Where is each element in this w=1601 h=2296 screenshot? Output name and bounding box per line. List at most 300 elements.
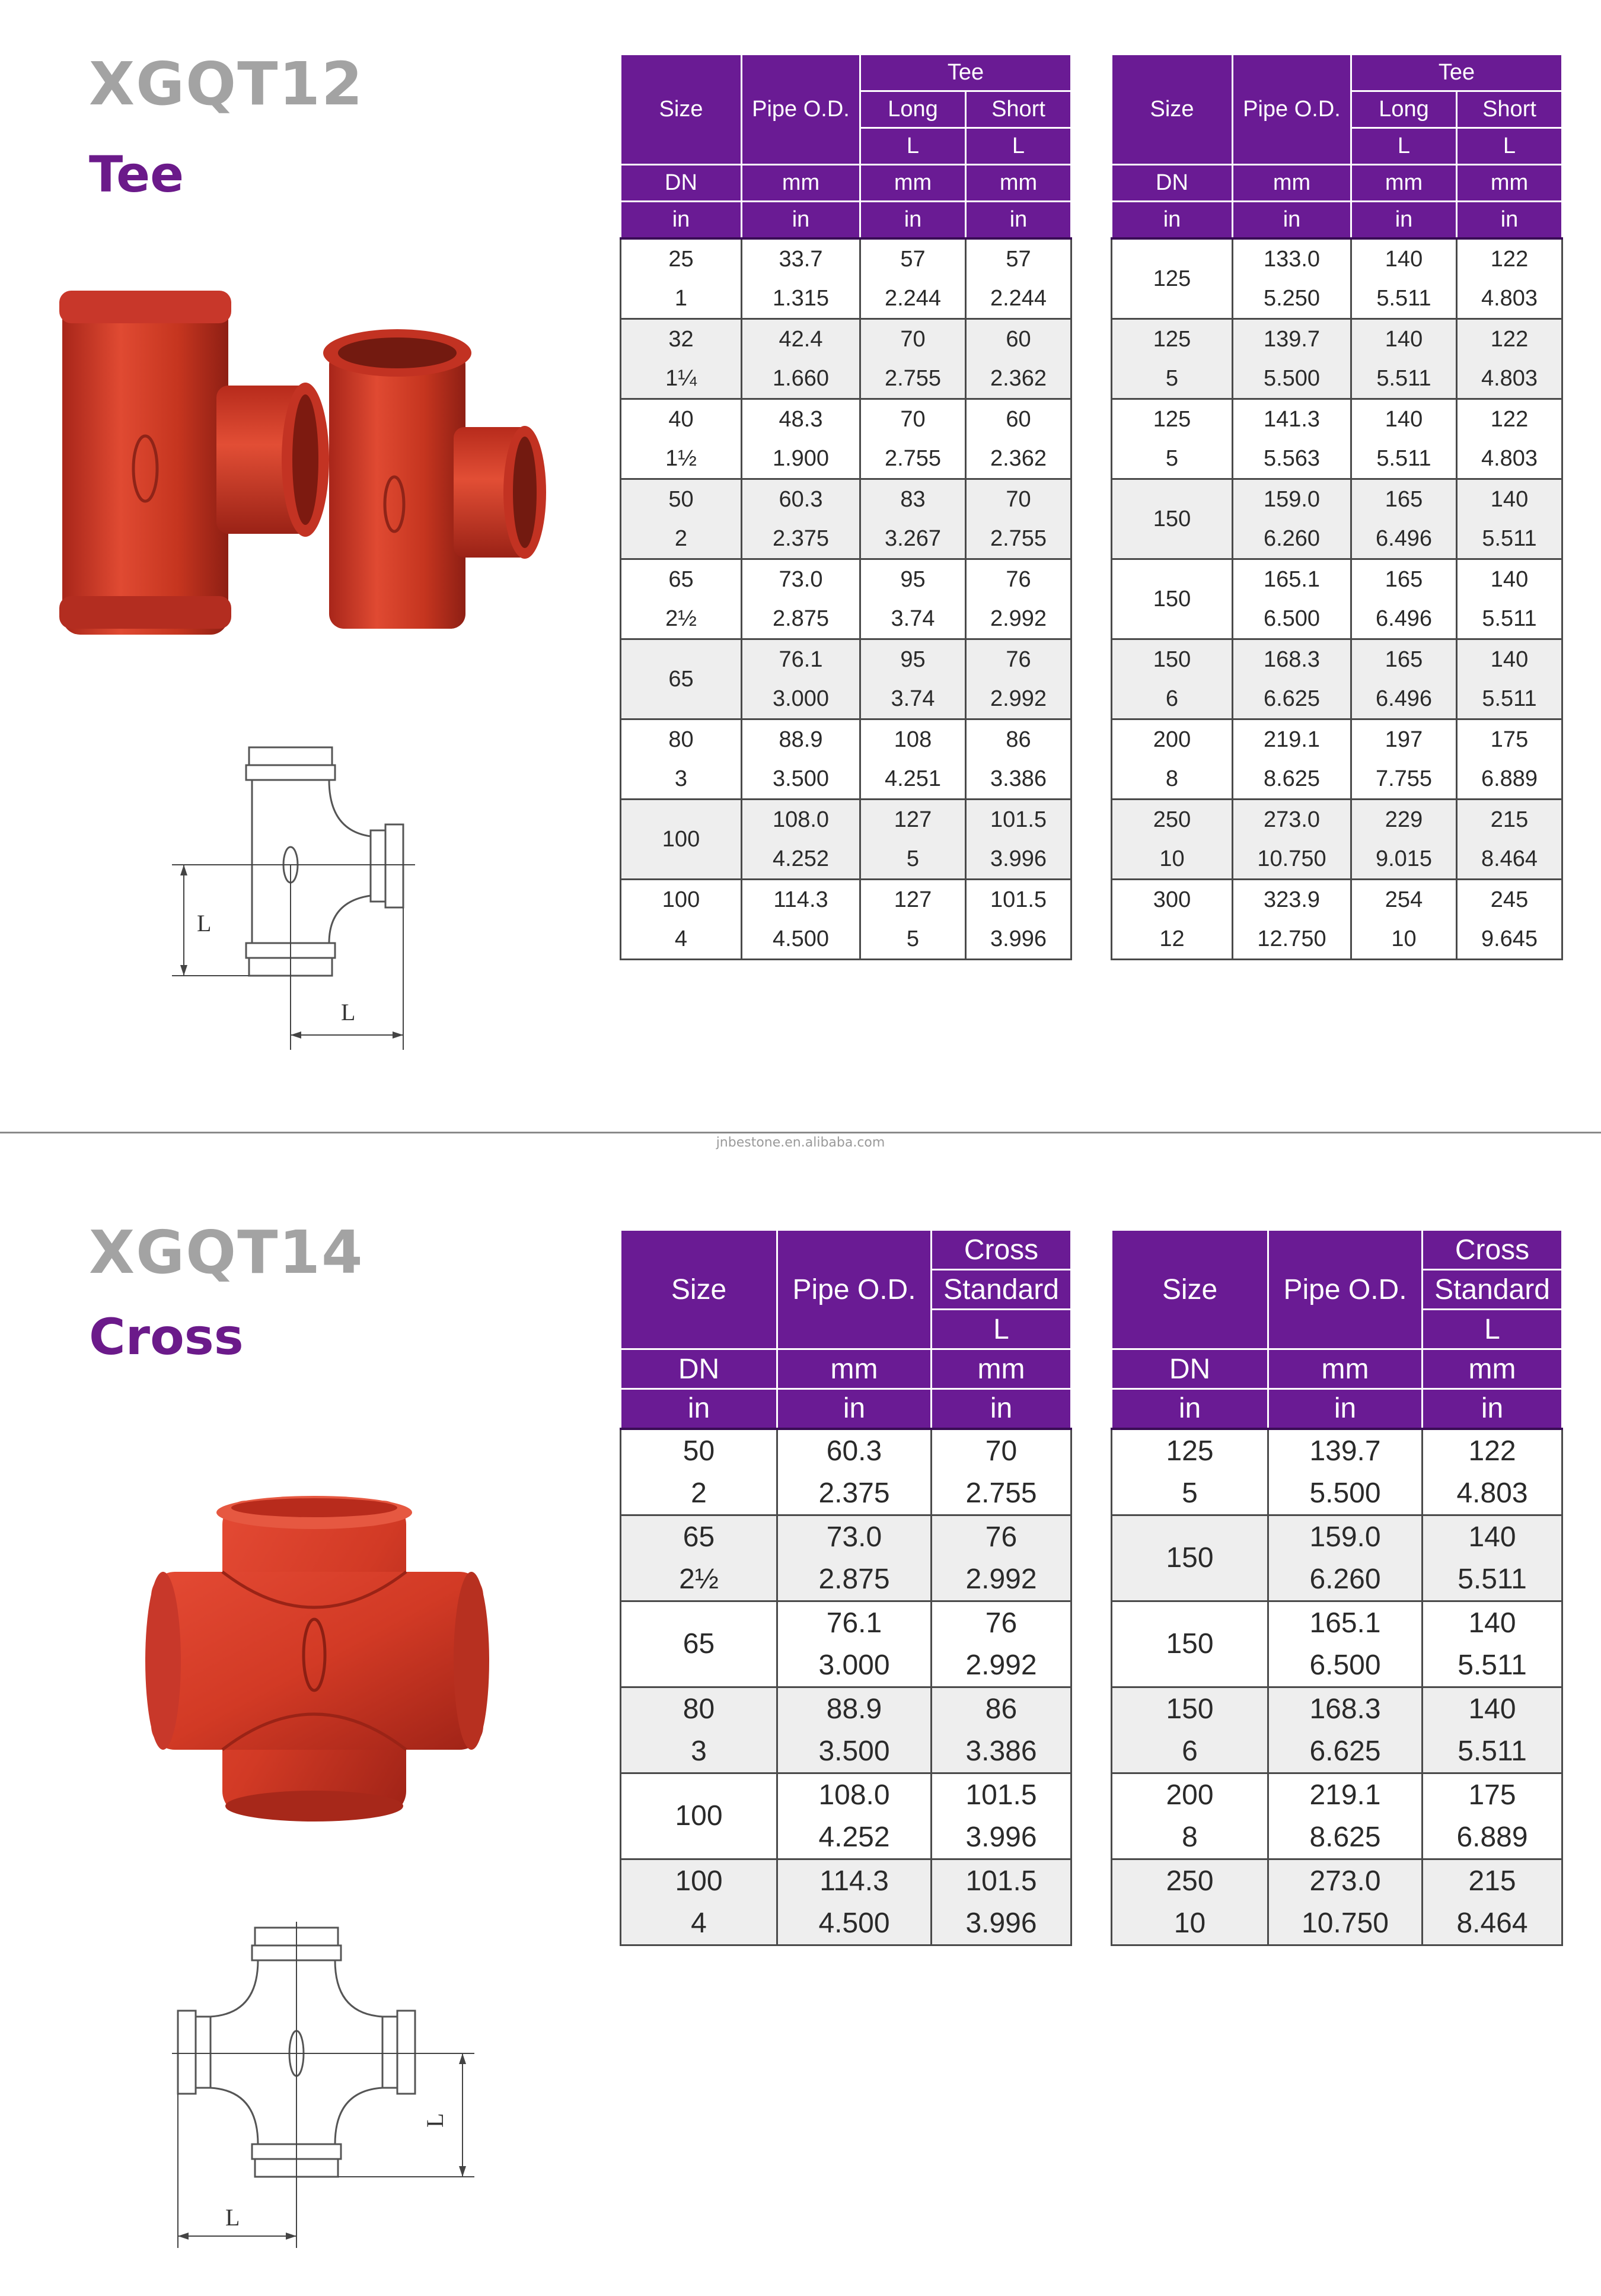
product-name-tee: Tee [89,145,184,203]
table-row [621,879,1071,959]
cell-od [1268,1515,1423,1601]
cell-short [966,799,1071,879]
cell-std [932,1859,1071,1945]
cell-value: 3.74 [891,686,935,711]
col-header-standard: Standard [932,1270,1071,1310]
cell-value: 2.755 [990,526,1047,551]
cell-short [1457,639,1562,719]
cell-od [777,1515,932,1601]
cell-short [966,639,1071,719]
cell-value: 3.996 [965,1821,1037,1853]
cell-value: 2½ [665,606,697,631]
cell-value: 5.511 [1482,526,1537,551]
cell-long [1351,559,1457,639]
cell-value: 250 [1166,1865,1214,1897]
cell-value: 10 [1173,1907,1206,1939]
col-header-long: Long [1351,91,1457,128]
cell-value: 40 [668,406,694,432]
cell-od [1268,1773,1423,1859]
cell-value: 168.3 [1309,1693,1381,1725]
tee-spec-table-left [620,53,1072,960]
cell-value: 3.386 [965,1735,1037,1767]
cell-value: 323.9 [1263,887,1321,912]
table-row [621,399,1071,479]
col-header-l: L [932,1310,1071,1349]
cell-short [1457,559,1562,639]
cell-size [621,238,742,319]
cell-value: 108 [894,727,932,752]
col-header-pipe-od: Pipe O.D. [777,1230,932,1349]
cell-long [1351,639,1457,719]
unit-mm: mm [1351,165,1457,202]
cell-value: 197 [1385,727,1423,752]
cell-value: 140 [1385,406,1423,432]
cell-value: 2.992 [990,686,1047,711]
cell-value: 2.875 [818,1563,890,1595]
table-row [1112,479,1562,559]
cell-value: 219.1 [1309,1779,1381,1811]
cell-value: 122 [1490,326,1529,352]
cell-value: 6.889 [1481,766,1538,791]
unit-in: in [621,1389,777,1429]
unit-mm: mm [966,165,1071,202]
cell-od [742,479,860,559]
cell-value: 140 [1490,486,1529,512]
cell-value: 101.5 [965,1779,1037,1811]
table-row [1112,1687,1562,1773]
cell-value: 60.3 [779,486,823,512]
cell-od [1268,1687,1423,1773]
table-row [621,559,1071,639]
cell-value: 57 [1006,246,1031,272]
cell-value: 5.511 [1458,1649,1527,1681]
cell-size [621,879,742,959]
cell-long [860,719,966,799]
cell-value: 100 [675,1800,723,1832]
cell-value: 9.645 [1481,926,1538,951]
table-row [621,1515,1071,1601]
cell-value: 3.386 [990,766,1047,791]
cell-std [1423,1859,1562,1945]
cell-value: 165 [1385,566,1423,592]
cell-value: 165 [1385,486,1423,512]
unit-in: in [777,1389,932,1429]
cell-size [1112,1687,1268,1773]
cell-size [621,399,742,479]
cell-value: 50 [683,1435,715,1467]
cell-value: 215 [1490,807,1529,832]
cell-value: 5.500 [1263,365,1321,391]
cell-value: 139.7 [1309,1435,1381,1467]
cell-value: 3.267 [884,526,942,551]
cell-short [966,479,1071,559]
cell-value: 141.3 [1263,406,1321,432]
cell-value: 5 [1165,445,1179,471]
cell-od [1233,559,1351,639]
cell-size [1112,719,1233,799]
cell-size [1112,639,1233,719]
col-header-size: Size [1112,1230,1268,1349]
cell-value: 70 [900,326,926,352]
unit-mm: mm [1457,165,1562,202]
cell-value: 3 [674,766,688,791]
cell-value: 140 [1490,647,1529,672]
cell-value: 2.362 [990,365,1047,391]
cell-std [932,1429,1071,1515]
table-row [1112,719,1562,799]
cell-value: 2.875 [772,606,830,631]
cell-value: 5.511 [1376,445,1431,471]
cell-value: 3.74 [891,606,935,631]
cell-od [742,238,860,319]
cell-value: 95 [900,647,926,672]
cell-short [966,559,1071,639]
cell-od [1233,479,1351,559]
cell-value: 8.625 [1309,1821,1381,1853]
cell-value: 6.496 [1375,526,1433,551]
cell-long [1351,479,1457,559]
unit-mm: mm [1233,165,1351,202]
cell-value: 6.260 [1309,1563,1381,1595]
table-row [1112,559,1562,639]
cell-od [777,1429,932,1515]
cell-value: 76 [985,1607,1018,1639]
cell-value: 70 [985,1435,1018,1467]
cell-od [1233,319,1351,399]
cell-long [1351,719,1457,799]
cell-value: 8 [1165,766,1179,791]
cell-value: 6 [1165,686,1179,711]
tee-product-photo [56,279,560,647]
cell-value: 76 [1006,647,1031,672]
col-header-pipe-od: Pipe O.D. [742,55,860,165]
cell-value: 6.500 [1309,1649,1381,1681]
unit-in: in [1351,202,1457,238]
unit-dn: DN [1112,165,1233,202]
cross-dim-label-horizontal: L [225,2204,240,2231]
cell-value: 122 [1468,1435,1516,1467]
cell-value: 83 [900,486,926,512]
cell-size [621,639,742,719]
cell-od [742,799,860,879]
cell-value: 127 [894,807,932,832]
cell-od [777,1601,932,1687]
cell-value: 6.260 [1263,526,1321,551]
cell-value: 4.500 [818,1907,890,1939]
cell-long [1351,799,1457,879]
unit-in: in [742,202,860,238]
cell-size [621,479,742,559]
cell-value: 6.496 [1375,686,1433,711]
cell-value: 2.375 [818,1477,890,1509]
table-row [1112,1429,1562,1515]
cell-std [1423,1515,1562,1601]
cell-value: 140 [1385,246,1423,272]
cell-size [621,559,742,639]
cell-od [1233,719,1351,799]
cell-value: 70 [1006,486,1031,512]
cell-short [1457,479,1562,559]
cell-value: 125 [1153,406,1191,432]
cell-size [1112,799,1233,879]
cell-size [621,1515,777,1601]
cell-value: 300 [1153,887,1191,912]
cell-value: 219.1 [1263,727,1321,752]
cell-value: 139.7 [1263,326,1321,352]
cell-value: 5 [906,926,920,951]
cell-value: 273.0 [1263,807,1321,832]
cell-size [1112,319,1233,399]
cell-value: 2.755 [965,1477,1037,1509]
col-header-l: L [1423,1310,1562,1349]
cell-value: 127 [894,887,932,912]
cell-value: 100 [662,826,700,852]
tee-dim-label-vertical: L [197,910,212,937]
unit-in: in [1268,1389,1423,1429]
cell-value: 5.511 [1376,285,1431,311]
unit-mm: mm [860,165,966,202]
cell-std [932,1601,1071,1687]
cell-value: 150 [1166,1693,1214,1725]
table-row [621,1773,1071,1859]
cell-value: 150 [1153,586,1191,612]
cell-value: 60 [1006,326,1031,352]
cell-value: 6.625 [1263,686,1321,711]
cell-value: 48.3 [779,406,823,432]
cell-value: 8 [1182,1821,1198,1853]
cell-od [777,1773,932,1859]
cell-value: 5.511 [1482,606,1537,631]
cell-short [966,399,1071,479]
cell-value: 65 [668,566,694,592]
cell-value: 159.0 [1309,1521,1381,1553]
cell-std [932,1687,1071,1773]
cell-short [966,319,1071,399]
cell-od [742,399,860,479]
cell-value: 168.3 [1263,647,1321,672]
cell-value: 73.0 [779,566,823,592]
table-row [1112,399,1562,479]
col-header-size: Size [1112,55,1233,165]
cell-value: 88.9 [826,1693,882,1725]
cell-value: 95 [900,566,926,592]
cell-size [621,799,742,879]
cell-value: 200 [1153,727,1191,752]
cell-value: 4.803 [1456,1477,1528,1509]
cell-value: 2.244 [884,285,942,311]
cell-short [966,238,1071,319]
table-row [1112,639,1562,719]
cell-size [621,719,742,799]
cell-value: 2.244 [990,285,1047,311]
product-name-cross: Cross [89,1308,244,1366]
cell-size [1112,238,1233,319]
col-header-tee: Tee [1351,55,1562,91]
cell-value: 150 [1153,506,1191,531]
cell-long [1351,319,1457,399]
cell-value: 5 [906,846,920,871]
cell-value: 4.251 [884,766,942,791]
cell-value: 125 [1153,326,1191,352]
cell-od [1233,399,1351,479]
cell-od [1233,639,1351,719]
cell-long [1351,879,1457,959]
cell-value: 42.4 [779,326,823,352]
cell-value: 125 [1166,1435,1214,1467]
cell-long [860,399,966,479]
cell-value: 4 [691,1907,707,1939]
cell-value: 8.464 [1481,846,1538,871]
cell-value: 3 [691,1735,707,1767]
cell-value: 1 [674,285,688,311]
tee-dim-label-horizontal: L [341,999,356,1026]
cell-value: 10 [1159,846,1185,871]
table-row [621,319,1071,399]
cell-value: 108.0 [818,1779,890,1811]
cell-value: 73.0 [826,1521,882,1553]
table-row [621,639,1071,719]
cell-value: 2 [691,1477,707,1509]
cell-value: 140 [1468,1693,1516,1725]
cell-value: 140 [1490,566,1529,592]
cell-size [621,319,742,399]
unit-in: in [1457,202,1562,238]
cell-value: 6.496 [1375,606,1433,631]
cell-value: 108.0 [772,807,830,832]
table-row [1112,1773,1562,1859]
cell-value: 2.755 [884,445,942,471]
cell-std [1423,1687,1562,1773]
table-row [1112,238,1562,319]
cell-value: 4.803 [1481,285,1538,311]
cell-short [966,879,1071,959]
cell-value: 273.0 [1309,1865,1381,1897]
cell-value: 5 [1182,1477,1198,1509]
cell-value: 8.625 [1263,766,1321,791]
cell-value: 159.0 [1263,486,1321,512]
cell-od [742,639,860,719]
col-header-l: L [1457,128,1562,165]
cell-long [860,319,966,399]
cell-value: 5.511 [1458,1563,1527,1595]
cell-value: 3.996 [990,846,1047,871]
cell-value: 60.3 [826,1435,882,1467]
cross-spec-table-left [620,1229,1072,1946]
cell-size [621,1687,777,1773]
cell-short [1457,799,1562,879]
cell-size [1112,1601,1268,1687]
cell-value: 245 [1490,887,1529,912]
cell-od [1233,879,1351,959]
table-row [1112,1515,1562,1601]
cell-short [1457,879,1562,959]
cell-size [1112,1773,1268,1859]
unit-dn: DN [621,1349,777,1389]
col-header-tee: Tee [860,55,1071,91]
cell-std [1423,1429,1562,1515]
unit-in: in [860,202,966,238]
product-code-tee: XGQT12 [89,49,364,119]
cell-value: 101.5 [965,1865,1037,1897]
col-header-long: Long [860,91,966,128]
cell-value: 2.992 [965,1649,1037,1681]
cell-value: 150 [1153,647,1191,672]
cell-value: 4.252 [772,846,830,871]
cell-value: 10.750 [1302,1907,1389,1939]
cross-dimension-drawing [166,1916,486,2260]
col-header-cross: Cross [932,1230,1071,1270]
cell-short [1457,399,1562,479]
cell-value: 165 [1385,647,1423,672]
cell-value: 133.0 [1263,246,1321,272]
cell-value: 140 [1385,326,1423,352]
watermark-text: jnbestone.en.alibaba.com [716,1135,885,1150]
cell-value: 32 [668,326,694,352]
cell-value: 70 [900,406,926,432]
cell-od [777,1859,932,1945]
col-header-pipe-od: Pipe O.D. [1268,1230,1423,1349]
cell-value: 3.000 [818,1649,890,1681]
product-code-cross: XGQT14 [89,1218,364,1287]
cell-value: 175 [1490,727,1529,752]
cell-value: 5.511 [1482,686,1537,711]
cell-short [1457,319,1562,399]
cell-value: 4.252 [818,1821,890,1853]
table-row [621,719,1071,799]
cell-value: 4.500 [772,926,830,951]
cell-value: 229 [1385,807,1423,832]
cell-value: 57 [900,246,926,272]
cell-value: 2½ [679,1563,719,1595]
cell-value: 100 [675,1865,723,1897]
table-row [621,1601,1071,1687]
cell-value: 1.660 [772,365,830,391]
cell-value: 5.563 [1263,445,1321,471]
unit-in: in [1423,1389,1562,1429]
table-row [621,1859,1071,1945]
cell-value: 2.992 [990,606,1047,631]
table-row [1112,319,1562,399]
cell-value: 12.750 [1257,926,1326,951]
cell-value: 215 [1468,1865,1516,1897]
table-row [1112,879,1562,959]
cell-value: 8.464 [1456,1907,1528,1939]
cell-value: 10.750 [1257,846,1326,871]
unit-dn: DN [621,165,742,202]
col-header-short: Short [966,91,1071,128]
cell-od [777,1687,932,1773]
cell-long [860,238,966,319]
cell-long [1351,238,1457,319]
unit-in: in [966,202,1071,238]
cell-size [1112,479,1233,559]
cell-value: 4 [674,926,688,951]
cell-value: 5 [1165,365,1179,391]
cell-value: 9.015 [1375,846,1433,871]
cell-value: 60 [1006,406,1031,432]
cell-value: 76.1 [779,647,823,672]
cell-value: 2.362 [990,445,1047,471]
cell-value: 6.625 [1309,1735,1381,1767]
cell-value: 175 [1468,1779,1516,1811]
col-header-cross: Cross [1423,1230,1562,1270]
cell-od [1233,799,1351,879]
unit-in: in [932,1389,1071,1429]
cell-value: 3.000 [772,686,830,711]
col-header-l: L [860,128,966,165]
table-row [1112,1601,1562,1687]
cell-value: 1½ [665,445,697,471]
